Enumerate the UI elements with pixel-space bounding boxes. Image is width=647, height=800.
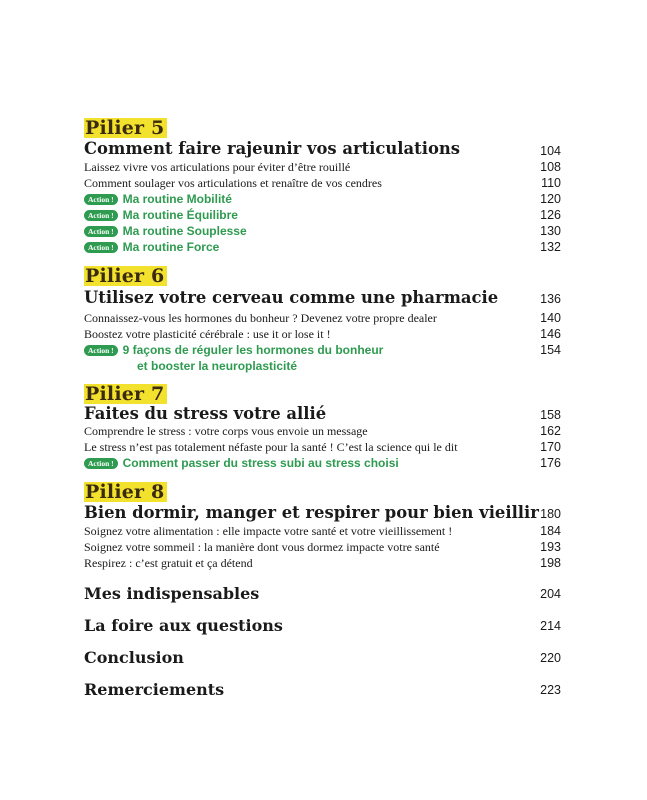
- page-number: 223: [540, 683, 561, 697]
- action-badge: Action !: [84, 210, 118, 221]
- action-entry[interactable]: [84, 240, 219, 254]
- toc-entry[interactable]: Comment soulager vos articulations et renaître de vos cendres: [84, 176, 382, 190]
- action-entry[interactable]: [84, 456, 399, 470]
- pillar-6-label: Pilier 6: [84, 266, 167, 286]
- page-number: 126: [540, 208, 561, 222]
- pillar-7-label: Pilier 7: [84, 384, 167, 404]
- page-number: 104: [540, 144, 561, 158]
- toc-entry[interactable]: Connaissez-vous les hormones du bonheur ? Devenez votre propre dealer: [84, 311, 437, 325]
- page-number: 170: [540, 440, 561, 454]
- toc-entry[interactable]: Respirez : c’est gratuit et ça détend: [84, 556, 253, 570]
- action-badge: Action !: [84, 458, 118, 469]
- page-number: 130: [540, 224, 561, 238]
- toc-entry[interactable]: Comprendre le stress : votre corps vous envoie un message: [84, 424, 368, 438]
- pillar-5-heading[interactable]: Comment faire rajeunir vos articulations: [84, 139, 461, 158]
- page-number: 132: [540, 240, 561, 254]
- action-badge: Action !: [84, 345, 118, 356]
- toc-entry[interactable]: Soignez votre alimentation : elle impacte votre santé et votre vieillissement !: [84, 524, 453, 538]
- action-title-continuation[interactable]: et booster la neuroplasticité: [137, 359, 298, 373]
- page-number: 140: [540, 311, 561, 325]
- action-badge: Action !: [84, 242, 118, 253]
- page-number: 110: [541, 176, 561, 190]
- pillar-6-heading[interactable]: Utilisez votre cerveau comme une pharmacie: [84, 288, 499, 307]
- action-entry[interactable]: [84, 343, 383, 357]
- section-remerciements[interactable]: Remerciements: [84, 680, 225, 699]
- toc-entry[interactable]: Le stress n’est pas totalement néfaste pour la santé ! C’est la science qui le dit: [84, 440, 458, 454]
- section-mes-indispensables[interactable]: Mes indispensables: [84, 584, 260, 603]
- toc-entry[interactable]: Boostez votre plasticité cérébrale : use it or lose it !: [84, 327, 331, 341]
- action-entry[interactable]: [84, 208, 238, 222]
- page-number: 198: [540, 556, 561, 570]
- action-title: Ma routine Force: [122, 240, 220, 254]
- toc-entry[interactable]: Soignez votre sommeil : la manière dont vous dormez impacte votre santé: [84, 540, 440, 554]
- pillar-7-heading[interactable]: Faites du stress votre allié: [84, 404, 327, 423]
- page-number: 176: [540, 456, 561, 470]
- action-badge: Action !: [84, 194, 118, 205]
- action-badge: Action !: [84, 226, 118, 237]
- page-number: 184: [540, 524, 561, 538]
- action-title: Ma routine Souplesse: [122, 224, 247, 238]
- action-title: Ma routine Équilibre: [122, 208, 238, 222]
- action-entry[interactable]: [84, 192, 232, 206]
- pillar-8-label: Pilier 8: [84, 482, 167, 502]
- page-number: 120: [540, 192, 561, 206]
- page-number: 214: [540, 619, 561, 633]
- action-title: 9 façons de réguler les hormones du bonheur: [122, 343, 384, 357]
- page-number: 180: [540, 507, 561, 521]
- page-number: 154: [540, 343, 561, 357]
- action-entry[interactable]: [84, 224, 247, 238]
- page-number: 162: [540, 424, 561, 438]
- action-title: Ma routine Mobilité: [122, 192, 232, 206]
- page-number: 204: [540, 587, 561, 601]
- toc-entry[interactable]: Laissez vivre vos articulations pour éviter d’être rouillé: [84, 160, 351, 174]
- pillar-8-heading[interactable]: Bien dormir, manger et respirer pour bien vieillir: [84, 503, 539, 522]
- page-number: 108: [540, 160, 561, 174]
- pillar-5-label: Pilier 5: [84, 118, 167, 138]
- page-number: 220: [540, 651, 561, 665]
- section-faq[interactable]: La foire aux questions: [84, 616, 283, 635]
- page-number: 193: [540, 540, 561, 554]
- action-title: Comment passer du stress subi au stress choisi: [122, 456, 399, 470]
- page-number: 136: [540, 292, 561, 306]
- page-number: 146: [540, 327, 561, 341]
- page-number: 158: [540, 408, 561, 422]
- section-conclusion[interactable]: Conclusion: [84, 648, 184, 667]
